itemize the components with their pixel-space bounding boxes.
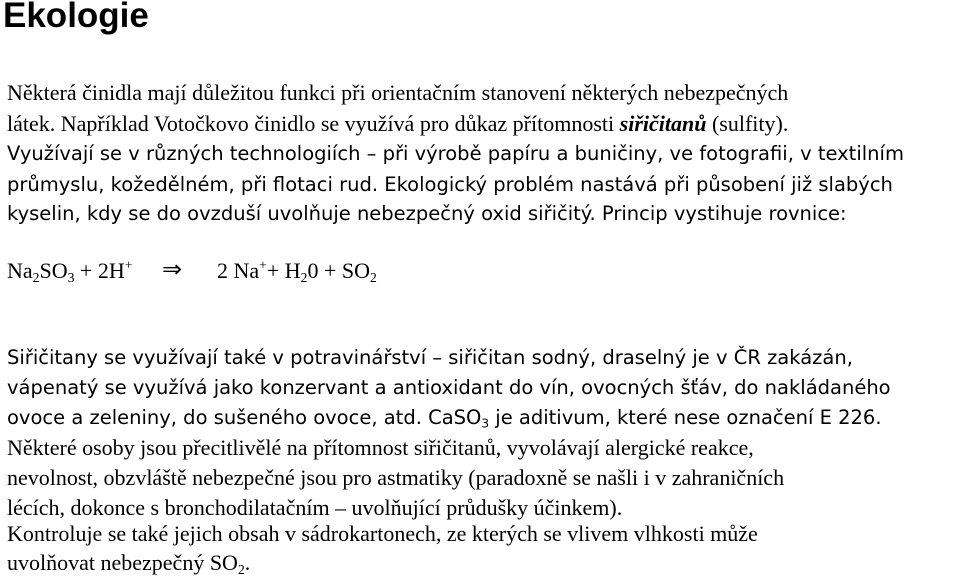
subscript: 3 [481,416,490,431]
text-span: průmyslu, kožedělném, při flotaci rud. [7,173,379,196]
subscript: 2 [237,561,245,577]
text-span: kyselin, kdy se do ovzduší uvolňuje nebezpečný oxid siřičitý. [7,202,596,225]
text-span: . [244,550,251,575]
text-line: Některé osoby jsou přecitlivělé na přítomnost siřičitanů, vyvolávají alergické reakce, [7,435,754,460]
superscript: + [124,257,133,273]
text-line: vápenatý se využívá jako konzervant a antioxidant do vín, ovocných šťáv, do nakládaného [7,376,891,399]
equation-left-side [7,256,132,286]
text-line: Siřičitany se využívají také v potravinářství – siřičitan sodný, draselný je v ČR zakázán, [7,346,853,369]
subscript: 2 [300,269,308,285]
text-line: Některá činidla mají důležitou funkci při orientačním stanovení některých nebezpečných [7,80,789,105]
text-span: 0 + SO [307,258,370,283]
text-span: je aditivum, které nese označení E 226. [489,406,882,429]
text-line: Kontroluje se také jejich obsah v sádrokartonech, ze kterých se vlivem vlhkosti může [7,521,758,546]
text-span: (sulfity). [706,111,789,136]
superscript: + [259,257,267,273]
text-span: Na [7,258,33,283]
equation-right-side [217,256,377,286]
text-span: Ekologický problém nastává při působení již slabých [378,173,893,196]
text-span: + 2H [74,258,125,283]
text-line: Využívají se v různých technologiích – při výrobě papíru a buničiny, ve fotografii, v textilním [7,142,904,165]
text-span: 2 Na [217,258,260,283]
text-span: uvolňovat nebezpečný SO [7,550,238,575]
text-span: + H [266,258,301,283]
text-line: nevolnost, obzvláště nebezpečné jsou pro astmatiky (paradoxně se našli i v zahraničních [7,465,785,490]
page-title: Ekologie [3,0,149,35]
implies-arrow-icon: ⇒ [162,255,183,283]
text-line [7,169,893,200]
text-line [7,403,882,433]
text-line [7,109,788,139]
text-line: lécích, dokonce s bronchodilatačním – uvolňující průdušky účinkem). [7,495,623,520]
formula: CaSO [428,406,482,429]
subscript: 2 [369,269,377,285]
subscript: 3 [67,269,75,285]
text-line [7,548,250,578]
subscript: 2 [32,269,40,285]
text-span: SO [39,258,68,283]
text-line [7,199,847,229]
emphasized-term: siřičitanů [619,111,707,136]
text-span: látek. Například Votočkovo činidlo se využívá pro důkaz přítomnosti [7,111,620,136]
text-span: ovoce a zeleniny, do sušeného ovoce, atd. [7,406,429,429]
text-span: Princip vystihuje rovnice: [595,202,847,225]
